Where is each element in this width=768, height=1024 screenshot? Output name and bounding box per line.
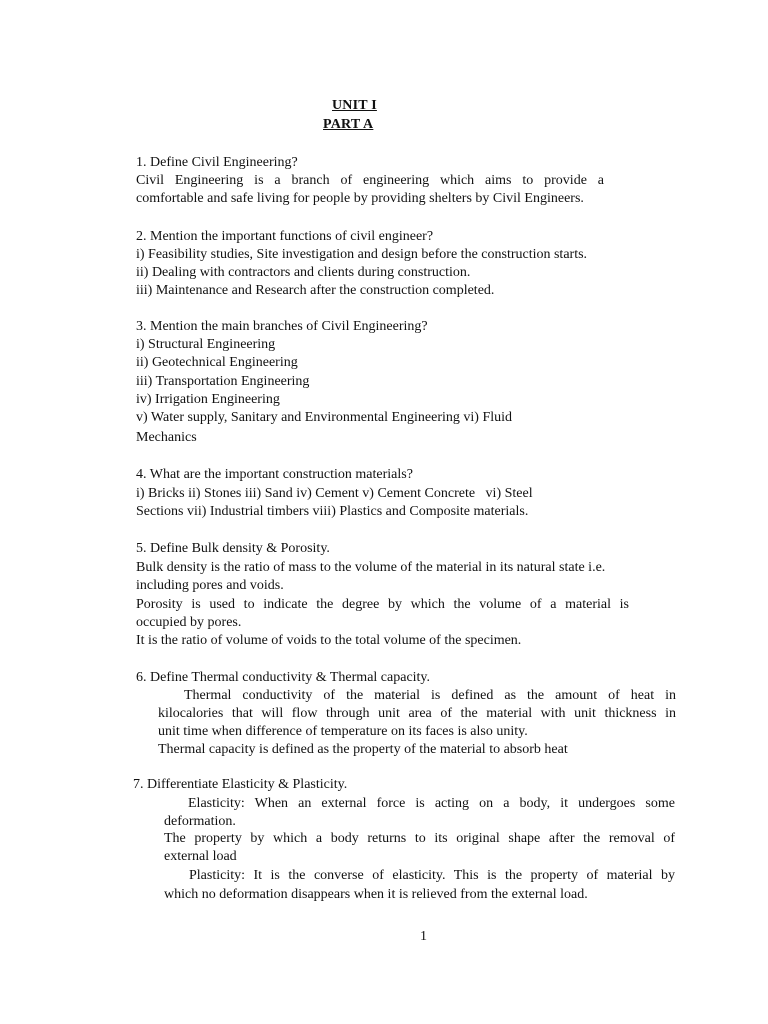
answer-5-line-3: Porosity is used to indicate the degree by which the volume of a material is — [136, 597, 629, 612]
answer-6-line-1: Thermal conductivity of the material is defined as the amount of heat in — [184, 688, 676, 703]
answer-6-line-4: Thermal capacity is defined as the property of the material to absorb heat — [158, 742, 568, 757]
answer-6-line-3: unit time when difference of temperature on its faces is also unity. — [158, 724, 528, 739]
answer-7-line-2: deformation. — [164, 814, 236, 829]
answer-3-item-2: ii) Geotechnical Engineering — [136, 355, 298, 370]
question-7: 7. Differentiate Elasticity & Plasticity. — [133, 777, 348, 792]
answer-4-line-1: i) Bricks ii) Stones iii) Sand iv) Cement v) Cement Concrete vi) Steel — [136, 486, 533, 501]
answer-7-line-1: Elasticity: When an external force is acting on a body, it undergoes some — [188, 796, 675, 811]
question-6: 6. Define Thermal conductivity & Thermal capacity. — [136, 670, 431, 685]
answer-1-line-2: comfortable and safe living for people by providing shelters by Civil Engineers. — [136, 191, 584, 206]
answer-7-line-3: The property by which a body returns to its original shape after the removal of — [164, 831, 675, 846]
answer-5-line-4: occupied by pores. — [136, 615, 242, 630]
answer-3-item-3: iii) Transportation Engineering — [136, 374, 310, 389]
part-heading: PART A — [323, 117, 374, 132]
answer-2-item-3: iii) Maintenance and Research after the construction completed. — [136, 283, 495, 298]
unit-heading: UNIT I — [332, 98, 377, 113]
answer-5-line-2: including pores and voids. — [136, 578, 284, 593]
answer-5-line-1: Bulk density is the ratio of mass to the volume of the material in its natural state i.e. — [136, 560, 606, 575]
answer-3-item-5: v) Water supply, Sanitary and Environmental Engineering vi) Fluid — [136, 410, 513, 425]
answer-7-line-6: which no deformation disappears when it is relieved from the external load. — [164, 887, 588, 902]
question-3: 3. Mention the main branches of Civil Engineering? — [136, 319, 428, 334]
answer-6-line-2: kilocalories that will flow through unit area of the material with unit thickness in — [158, 706, 676, 721]
answer-3-item-1: i) Structural Engineering — [136, 337, 276, 352]
answer-7-line-5: Plasticity: It is the converse of elasticity. This is the property of material by — [189, 868, 675, 883]
answer-2-item-2: ii) Dealing with contractors and clients during construction. — [136, 265, 471, 280]
question-1: 1. Define Civil Engineering? — [136, 155, 298, 170]
answer-7-line-4: external load — [164, 849, 237, 864]
question-5: 5. Define Bulk density & Porosity. — [136, 541, 330, 556]
answer-2-item-1: i) Feasibility studies, Site investigation and design before the construction starts. — [136, 247, 588, 262]
answer-3-item-5-cont: Mechanics — [136, 430, 197, 445]
answer-1-line-1: Civil Engineering is a branch of engineering which aims to provide a — [136, 173, 604, 188]
question-2: 2. Mention the important functions of civil engineer? — [136, 229, 434, 244]
question-4: 4. What are the important construction materials? — [136, 467, 413, 482]
page-number: 1 — [420, 929, 427, 944]
answer-3-item-4: iv) Irrigation Engineering — [136, 392, 280, 407]
answer-5-line-5: It is the ratio of volume of voids to the total volume of the specimen. — [136, 633, 522, 648]
answer-4-line-2: Sections vii) Industrial timbers viii) Plastics and Composite materials. — [136, 504, 529, 519]
